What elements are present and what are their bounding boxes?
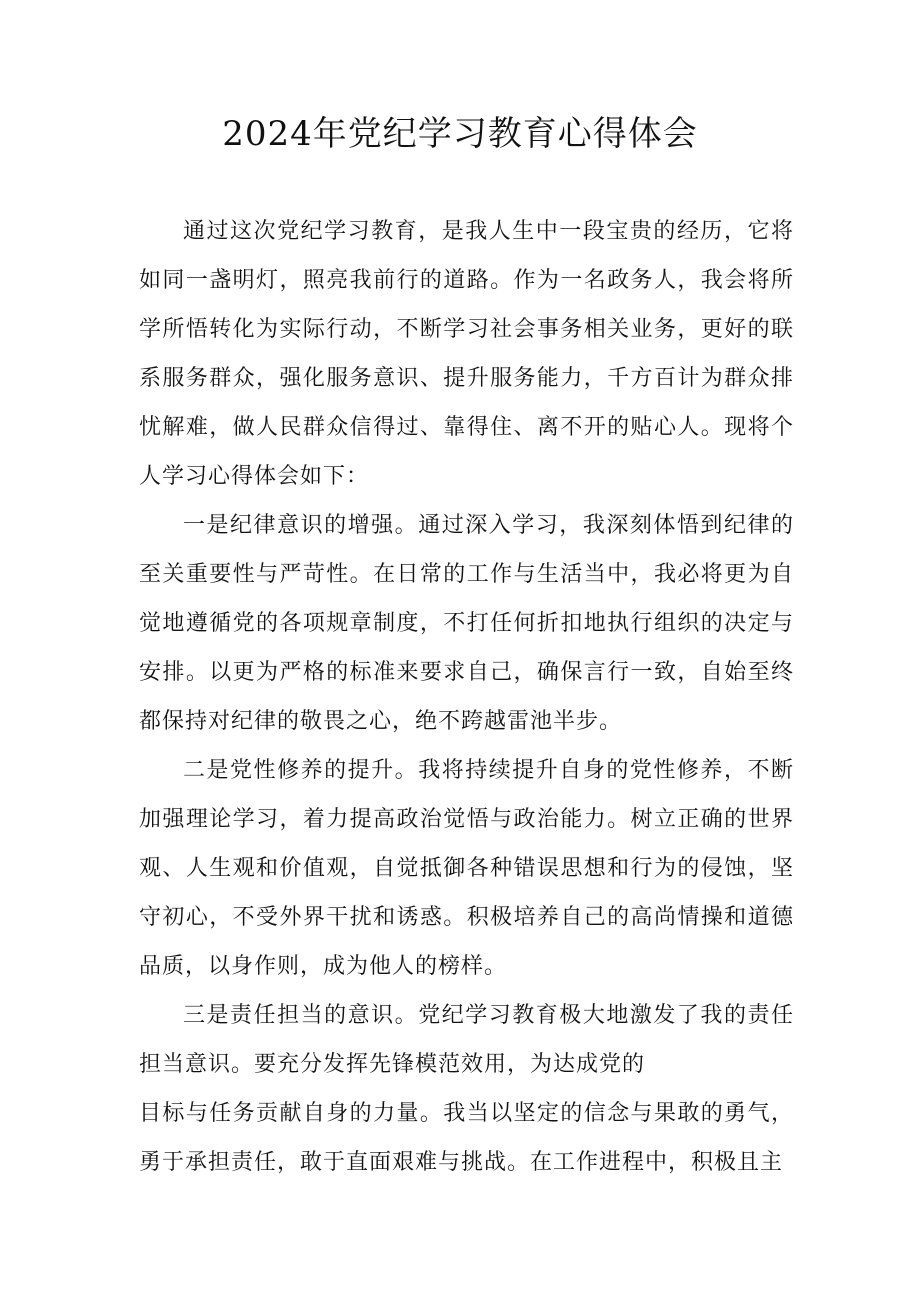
paragraph-party-spirit: 二是党性修养的提升。我将持续提升自身的党性修养，不断加强理论学习，着力提高政治觉悟与政治能力。树立正确的世界观、人生观和价值观，自觉抵御各种错误思想和行为的侵蚀，坚守初心，不受外界干扰和诱惑。积极培养自己的高尚情操和道德品质，以身作则，成为他人的榜样。 bbox=[139, 758, 794, 979]
paragraph-discipline: 一是纪律意识的增强。通过深入学习，我深刻体悟到纪律的至关重要性与严苛性。在日常的工作与生活当中，我必将更为自觉地遵循党的各项规章制度，不打任何折扣地执行组织的决定与安排。以更为严格的标准来要求自己，确保言行一致，自始至终都保持对纪律的敬畏之心，绝不跨越雷池半步。 bbox=[139, 513, 794, 734]
document-title: 2024年党纪学习教育心得体会 bbox=[222, 114, 698, 154]
document-body bbox=[139, 207, 794, 1187]
paragraph-continuation: 目标与任务贡献自身的力量。我当以坚定的信念与果敢的勇气，勇于承担责任，敢于直面艰难与挑战。在工作进程中，积极且主 bbox=[139, 1101, 794, 1175]
paragraph-responsibility: 三是责任担当的意识。党纪学习教育极大地激发了我的责任担当意识。要充分发挥先锋模范效用，为达成党的 bbox=[139, 1003, 794, 1077]
paragraph-intro: 通过这次党纪学习教育，是我人生中一段宝贵的经历，它将如同一盏明灯，照亮我前行的道路。作为一名政务人，我会将所学所悟转化为实际行动，不断学习社会事务相关业务，更好的联系服务群众，强化服务意识、提升服务能力，千方百计为群众排忧解难，做人民群众信得过、靠得住、离不开的贴心人。现将个人学习心得体会如下： bbox=[139, 219, 794, 489]
